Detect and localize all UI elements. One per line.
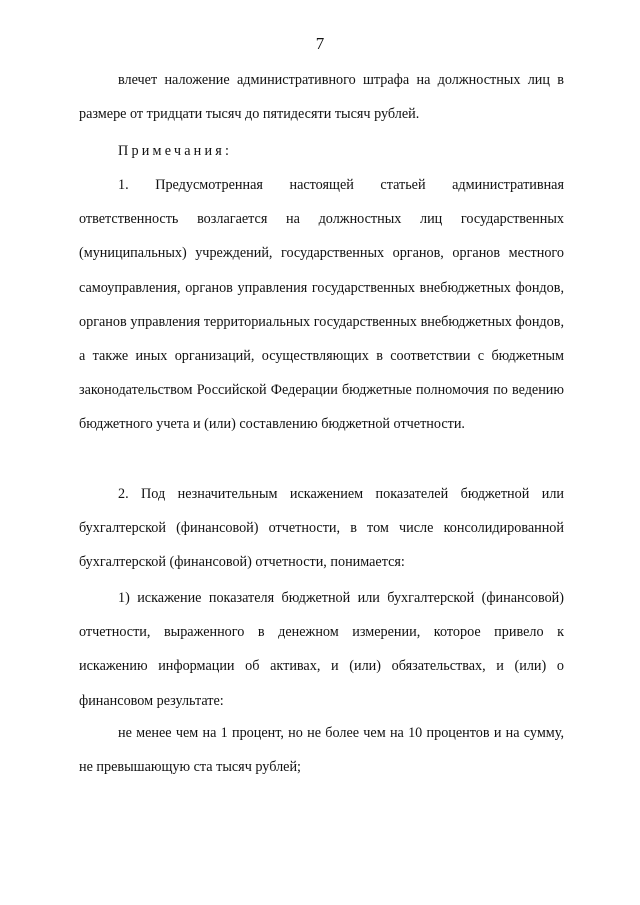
paragraph-item-1-threshold: не менее чем на 1 процент, но не более чем на 10 процентов и на сумму, не превышающую ста тысяч рублей; (79, 725, 564, 776)
paragraph-note-2: 2. Под незначительным искажением показателей бюджетной или бухгалтерской (финансовой) отчетности, в том числе консолидированной бухгалтерской (финансовой) отчетности, понимается: (79, 486, 564, 571)
paragraph-item-1: 1) искажение показателя бюджетной или бухгалтерской (финансовой) отчетности, выраженного в денежном измерении, которое привело к искажению информации об активах, и (или) обязательствах, и (или) о финансовом результате: (79, 590, 564, 709)
page-number: 7 (315, 34, 325, 53)
paragraph-note-1: 1. Предусмотренная настоящей статьей административная ответственность возлагается на должностных лиц государственных (муниципальных) учреждений, государственных органов, органов местного самоуправления, органов управления государственных внебюджетных фондов, органов управления территориальных государственных внебюджетных фондов, а также иных организаций, осуществляющих в соответствии с бюджетным законодательством Российской Федерации бюджетные полномочия по ведению бюджетного учета и (или) составлению бюджетной отчетности. (79, 177, 564, 433)
paragraph-fine-continuation: влечет наложение административного штрафа на должностных лиц в размере от тридцати тысяч до пятидесяти тысяч рублей. (79, 72, 564, 123)
notes-heading: Примечания: (118, 143, 233, 159)
